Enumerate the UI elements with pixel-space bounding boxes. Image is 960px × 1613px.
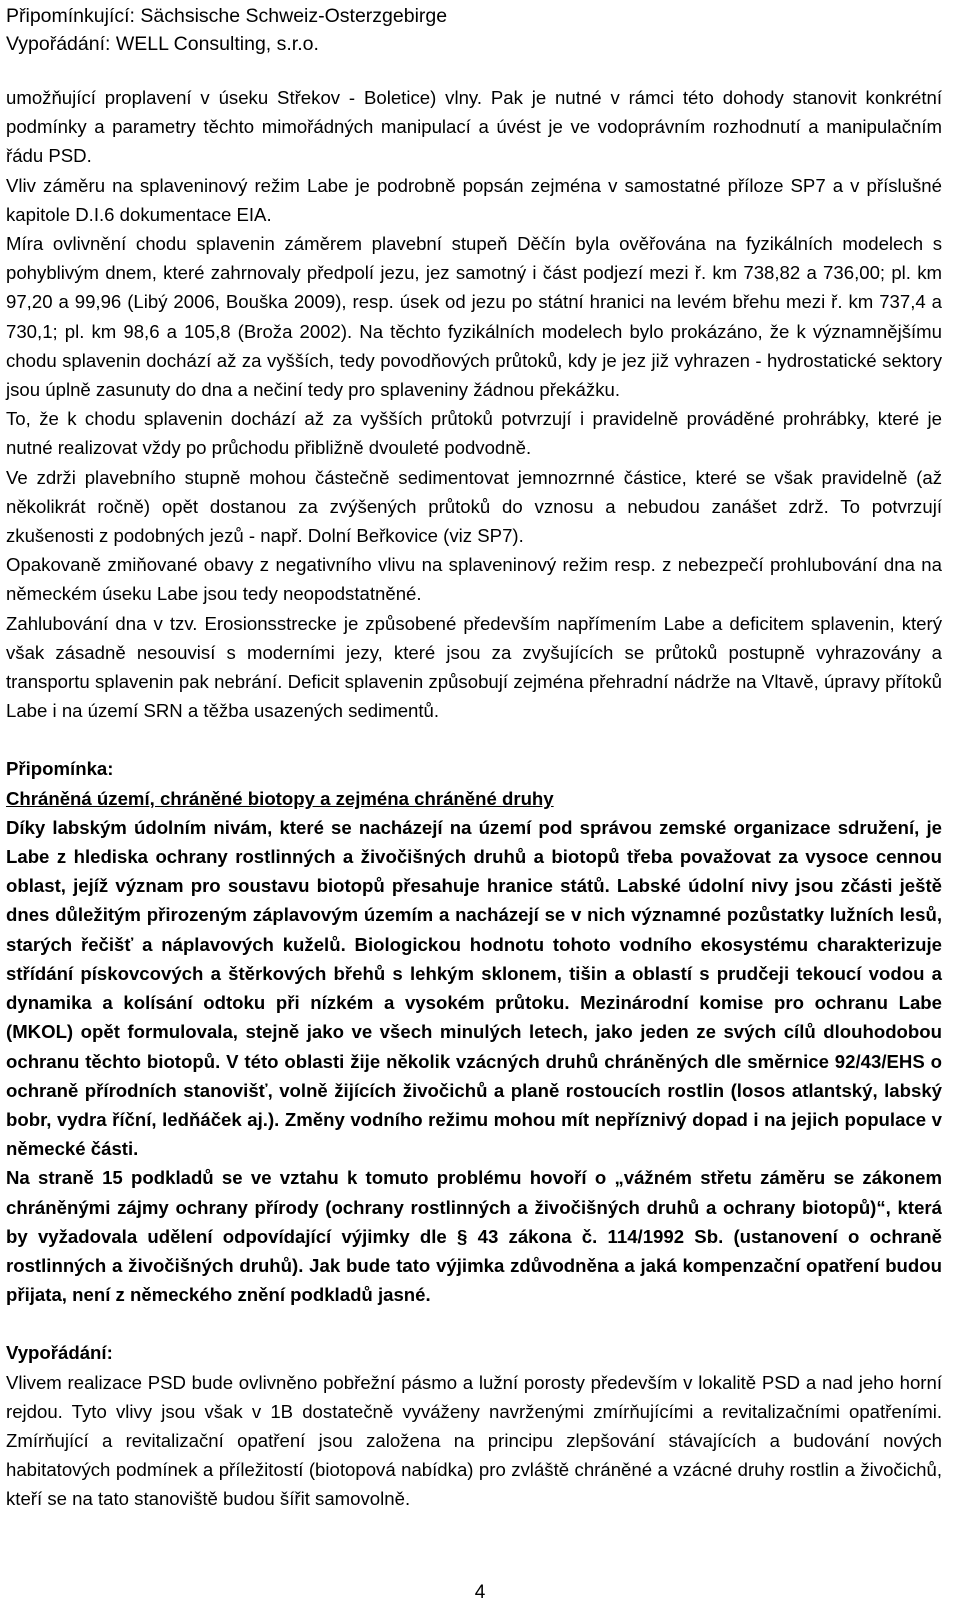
section-spacer: [6, 1309, 942, 1338]
page-number: 4: [474, 1582, 486, 1603]
section-spacer: [6, 725, 942, 754]
comment-heading: Připomínka:: [6, 758, 114, 780]
page-header: [6, 0, 942, 58]
paragraph: Ve zdrži plavebního stupně mohou částečně sedimentovat jemnozrnné částice, které se však pravidelně (až několikrát ročně) opět dostanou za zvýšených průtoků do vznosu a nebudou zanášet zdrž. To potvrzují zkušenosti z podobných jezů - např. Dolní Beřkovice (viz SP7).: [6, 466, 942, 547]
comment-topic: Chráněná území, chráněné biotopy a zejména chráněné druhy: [6, 787, 554, 809]
paragraph: Zahlubování dna v tzv. Erosionsstrecke je způsobené především napřímením Labe a deficitem splavenin, který však zásadně nesouvisí s moderními jezy, které jsou za zvyšujících se průtoků postupně vyhrazovány a transportu splavenin pak nebrání. Deficit splavenin způsobují zejména přehradní nádrže na Vltavě, úpravy přítoků Labe i na území SRN a těžba usazených sedimentů.: [6, 612, 942, 722]
resolution-heading: Vypořádání:: [6, 1342, 113, 1364]
comment-paragraph: Na straně 15 podkladů se ve vztahu k tomuto problému hovoří o „vážném střetu záměru se zákonem chráněnými zájmy ochrany přírody (ochrany rostlinných a živočišných druhů a ochrany biotopů)“, která by vyžadovala udělení odpovídající výjimky dle § 43 zákona č. 114/1992 Sb. (ustanovení o ochraně rostlinných a živočišných druhů). Jak bude tato výjimka zdůvodněna a jaká kompenzační opatření budou přijata, není z německého znění podkladů jasné.: [6, 1167, 942, 1306]
header-commenter: Připomínkující: Sächsische Schweiz-Osterzgebirge: [6, 5, 448, 27]
document-page: [6, 0, 942, 1613]
paragraph: To, že k chodu splavenin dochází až za vyšších průtoků potvrzují i pravidelně prováděné prohrábky, které je nutné realizovat vždy po průchodu přibližně dvouleté podvodně.: [6, 408, 942, 459]
paragraph: Opakovaně zmiňované obavy z negativního vlivu na splaveninový režim resp. z nebezpečí prohlubování dna na německém úseku Labe jsou tedy neopodstatněné.: [6, 554, 942, 605]
paragraph: umožňující proplavení v úseku Střekov - Boletice) vlny. Pak je nutné v rámci této dohody stanovit konkrétní podmínky a parametry těchto mimořádných manipulací a úvést je ve vodoprávním rozhodnutí a manipulačním řádu PSD.: [6, 87, 942, 167]
comment-paragraph: Díky labským údolním nivám, které se nacházejí na území pod správou zemské organizace sdružení, je Labe z hlediska ochrany rostlinných a živočišných druhů a biotopů třeba považovat za vysoce cennou oblast, jejíž význam pro soustavu biotopů přesahuje hranice států. Labské údolní nivy jsou zčásti ještě dnes důležitým přirozeným záplavovým územím a nacházejí se v nich významné pozůstatky lužních lesů, starých řečišť a náplavových kuželů. Biologickou hodnotu tohoto vodního ekosystému charakterizuje střídání pískovcových a štěrkových břehů s lehkým sklonem, tišin a oblastí s prudčeji tekoucí vodou a dynamika a kolísání odtoku při nízkém a vysokém průtoku. Mezinárodní komise pro ochranu Labe (MKOL) opět formulovala, stejně jako ve všech minulých letech, jako jeden ze svých cílů dlouhodobou ochranu těchto biotopů. V této oblasti žije několik vzácných druhů chráněných dle směrnice 92/43/EHS o ochraně přírodních stanovišť, volně žijících živočichů a planě rostoucích rostlin (losos atlantský, labský bobr, vydra říční, ledňáček aj.). Změny vodního režimu mohou mít nepříznivý dopad i na jejich populace v německé části.: [6, 816, 942, 1160]
paragraph: Míra ovlivnění chodu splavenin záměrem plavební stupeň Děčín byla ověřována na fyzikálních modelech s pohyblivým dnem, které zahrnovaly předpolí jezu, jez samotný i část podjezí mezi ř. km 738,82 a 736,00; pl. km 97,20 a 99,96 (Libý 2006, Bouška 2009), resp. úsek od jezu po státní hranici na levém břehu mezi ř. km 737,4 a 730,1; pl. km 98,6 a 105,8 (Broža 2002). Na těchto fyzikálních modelech bylo prokázáno, že k významnějšímu chodu splavenin dochází až za vyšších, tedy povodňových průtoků, kdy je jez již vyhrazen - hydrostatické sektory jsou úplně zasunuty do dna a nečiní tedy pro splaveniny žádnou překážku.: [6, 233, 942, 401]
paragraph: Vliv záměru na splaveninový režim Labe je podrobně popsán zejména v samostatné příloze SP7 a v příslušné kapitole D.I.6 dokumentace EIA.: [6, 174, 942, 225]
resolution-paragraph: Vlivem realizace PSD bude ovlivněno pobřežní pásmo a lužní porosty především v lokalitě PSD a nad jeho horní rejdou. Tyto vlivy jsou však v 1B dostatečně vyváženy navrženými zmírňujícími a revitalizačními opatřeními. Zmírňující a revitalizační opatření jsou založena na principu zlepšování stávajících a budování nových habitatových podmínek a příležitostí (biotopová nabídka) pro zvláště chráněné a vzácné druhy rostlin a živočichů, kteří se na tato stanoviště budou šířit samovolně.: [6, 1371, 942, 1510]
document-body: [6, 83, 942, 1514]
header-resolver: Vypořádání: WELL Consulting, s.r.o.: [6, 33, 319, 55]
